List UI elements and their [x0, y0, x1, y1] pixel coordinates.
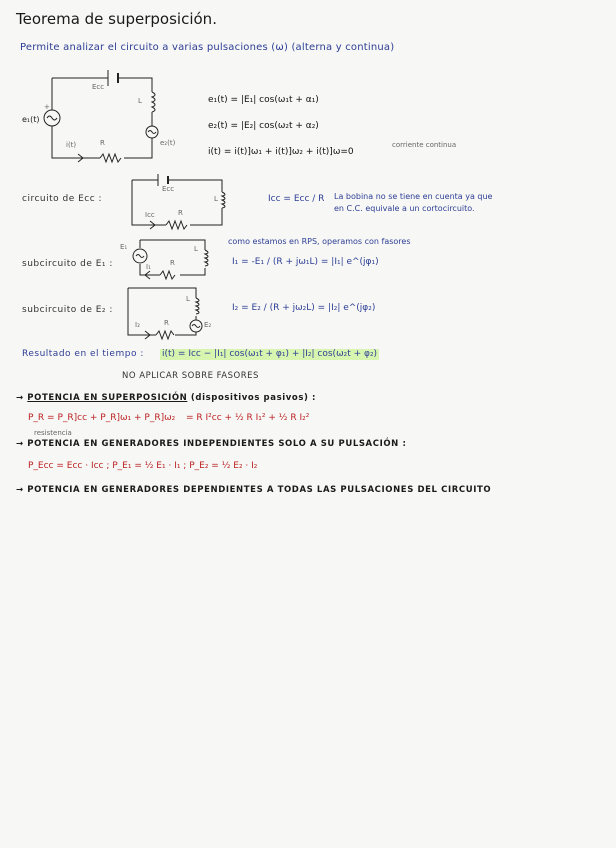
heading-potencia-dependientes: → POTENCIA EN GENERADORES DEPENDIENTES A TODAS LAS PULSACIONES DEL CIRCUITO [16, 485, 492, 495]
ckt-e1-label: E₁ [120, 243, 128, 251]
label-e2-section: subcircuito de E₂ : [22, 305, 113, 315]
ckt-i2-label: I₂ [135, 321, 140, 329]
note-resistencia: resistencia [34, 429, 72, 437]
heading-potencia-independientes: → POTENCIA EN GENERADORES INDEPENDIENTES SOLO A SU PULSACIÓN : [16, 439, 407, 449]
note-rps: como estamos en RPS, operamos con fasores [228, 237, 411, 246]
label-ecc: Ecc [92, 83, 105, 91]
eq-e2: e₂(t) = |E₂| cos(ω₂t + α₂) [208, 121, 319, 131]
eq-p-generadores: P_Ecc = Ecc · Icc ; P_E₁ = ½ E₁ · I₁ ; P_E₂ = ½ E₂ · I₂ [28, 461, 258, 471]
ckt-i1-label: I₁ [146, 263, 151, 271]
eq-result: i(t) = Icc − |I₁| cos(ω₁t + φ₁) + |I₂| cos(ω₂t + φ₂) [162, 349, 378, 359]
note-dc: corriente continua [392, 141, 457, 149]
ckt-r-label: R [178, 209, 183, 217]
ckt-ecc-label: Ecc [162, 185, 175, 193]
ckt-icc-label: Icc [145, 211, 155, 219]
page-title: Teorema de superposición. [16, 10, 217, 28]
label-r: R [100, 139, 105, 147]
ckt-r2-label: R [164, 319, 169, 327]
label-result: Resultado en el tiempo : [22, 349, 144, 359]
ckt-r1-label: R [170, 259, 175, 267]
label-e2: e₂(t) [160, 139, 176, 147]
label-ecc-section: circuito de Ecc : [22, 194, 103, 204]
eq-pr-right: = R I²cc + ½ R I₁² + ½ R I₂² [186, 413, 310, 423]
eq-i2: I₂ = E₂ / (R + jω₂L) = |I₂| e^(jφ₂) [232, 303, 376, 313]
ckt-l1-label: L [194, 245, 198, 253]
eq-pr-left: P_R = P_R]cc + P_R]ω₁ + P_R]ω₂ [28, 413, 176, 423]
note-coil-2: en C.C. equivale a un cortocircuito. [334, 204, 475, 213]
label-e1-section: subcircuito de E₁ : [22, 259, 113, 269]
ckt-l2-label: L [186, 295, 190, 303]
ckt-e2-label: E₂ [204, 321, 212, 329]
eq-e1: e₁(t) = |E₁| cos(ω₁t + α₁) [208, 95, 319, 105]
warning-no-phasors: NO APLICAR SOBRE FASORES [122, 371, 259, 381]
eq-it: i(t) = i(t)]ω₁ + i(t)]ω₂ + i(t)]ω=0 [208, 147, 354, 157]
plus-sign: + [44, 103, 50, 111]
ckt-l-label: L [214, 195, 218, 203]
heading-potencia-superposicion: → POTENCIA EN SUPERPOSICIÓN (dispositivos pasivos) : [16, 393, 317, 403]
label-e1: e₁(t) [22, 115, 40, 124]
note-coil-1: La bobina no se tiene en cuenta ya que [334, 192, 493, 201]
page-subtitle: Permite analizar el circuito a varias pulsaciones (ω) (alterna y continua) [20, 42, 395, 53]
label-l: L [138, 97, 142, 105]
eq-i1: I₁ = -E₁ / (R + jω₁L) = |I₁| e^(jφ₁) [232, 257, 379, 267]
label-it: i(t) [66, 141, 77, 149]
eq-icc: Icc = Ecc / R [268, 194, 325, 204]
